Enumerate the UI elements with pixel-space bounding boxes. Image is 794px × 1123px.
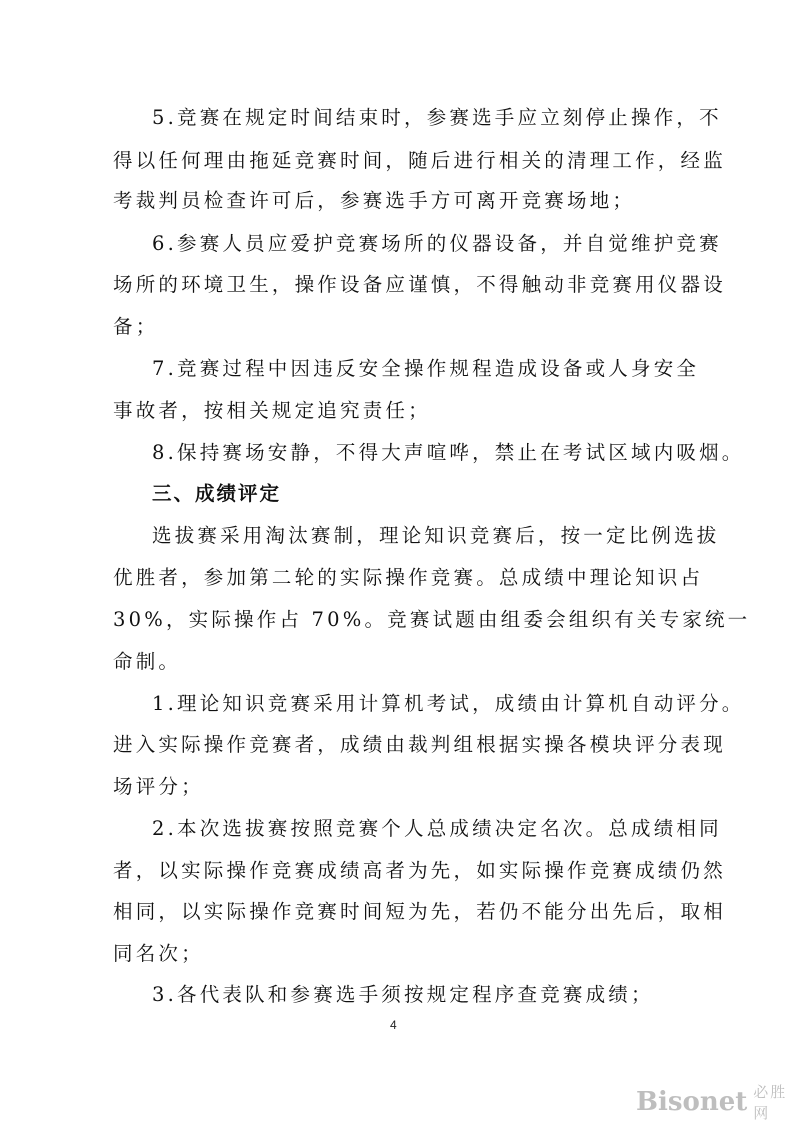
text-line: 场所的环境卫生，操作设备应谨慎，不得触动非竞赛用仪器设: [113, 273, 726, 296]
text-line: 选拔赛采用淘汰赛制，理论知识竞赛后，按一定比例选拔: [152, 524, 720, 547]
section-heading: 三、成绩评定: [152, 482, 282, 505]
text-line: 相同，以实际操作竞赛时间短为先，若仍不能分出先后，取相: [113, 900, 726, 923]
text-line: 8.保持赛场安静，不得大声喧哗，禁止在考试区域内吸烟。: [152, 441, 745, 464]
text-line: 1.理论知识竞赛采用计算机考试，成绩由计算机自动评分。: [152, 692, 745, 715]
text-line: 考裁判员检查许可后，参赛选手方可离开竞赛场地；: [113, 189, 636, 212]
text-line: 者，以实际操作竞赛成绩高者为先，如实际操作竞赛成绩仍然: [113, 859, 726, 882]
watermark-tagline: 必胜网: [753, 1083, 788, 1122]
watermark: [636, 1082, 794, 1122]
text-line: 同名次；: [113, 942, 204, 965]
page-number: 4: [390, 1018, 397, 1032]
text-line: 事故者，按相关规定追究责任；: [113, 399, 431, 422]
text-line: 优胜者，参加第二轮的实际操作竞赛。总成绩中理论知识占: [113, 566, 704, 589]
text-line: 得以任何理由拖延竞赛时间，随后进行相关的清理工作，经监: [113, 149, 726, 172]
text-line: 备；: [113, 315, 159, 338]
watermark-logo: Bisonet: [636, 1087, 748, 1117]
text-line: 5.竞赛在规定时间结束时，参赛选手应立刻停止操作，不: [152, 106, 722, 129]
text-line: 场评分；: [113, 775, 204, 798]
text-line: 30%，实际操作占 70%。竞赛试题由组委会组织有关专家统一: [113, 608, 751, 631]
text-line: 2.本次选拔赛按照竞赛个人总成绩决定名次。总成绩相同: [152, 817, 722, 840]
text-line: 进入实际操作竞赛者，成绩由裁判组根据实操各模块评分表现: [113, 733, 726, 756]
text-line: 6.参赛人员应爱护竞赛场所的仪器设备，并自觉维护竞赛: [152, 232, 722, 255]
text-line: 7.竞赛过程中因违反安全操作规程造成设备或人身安全: [152, 357, 700, 380]
text-line: 命制。: [113, 650, 182, 673]
text-line: 3.各代表队和参赛选手须按规定程序查竞赛成绩；: [152, 983, 654, 1006]
